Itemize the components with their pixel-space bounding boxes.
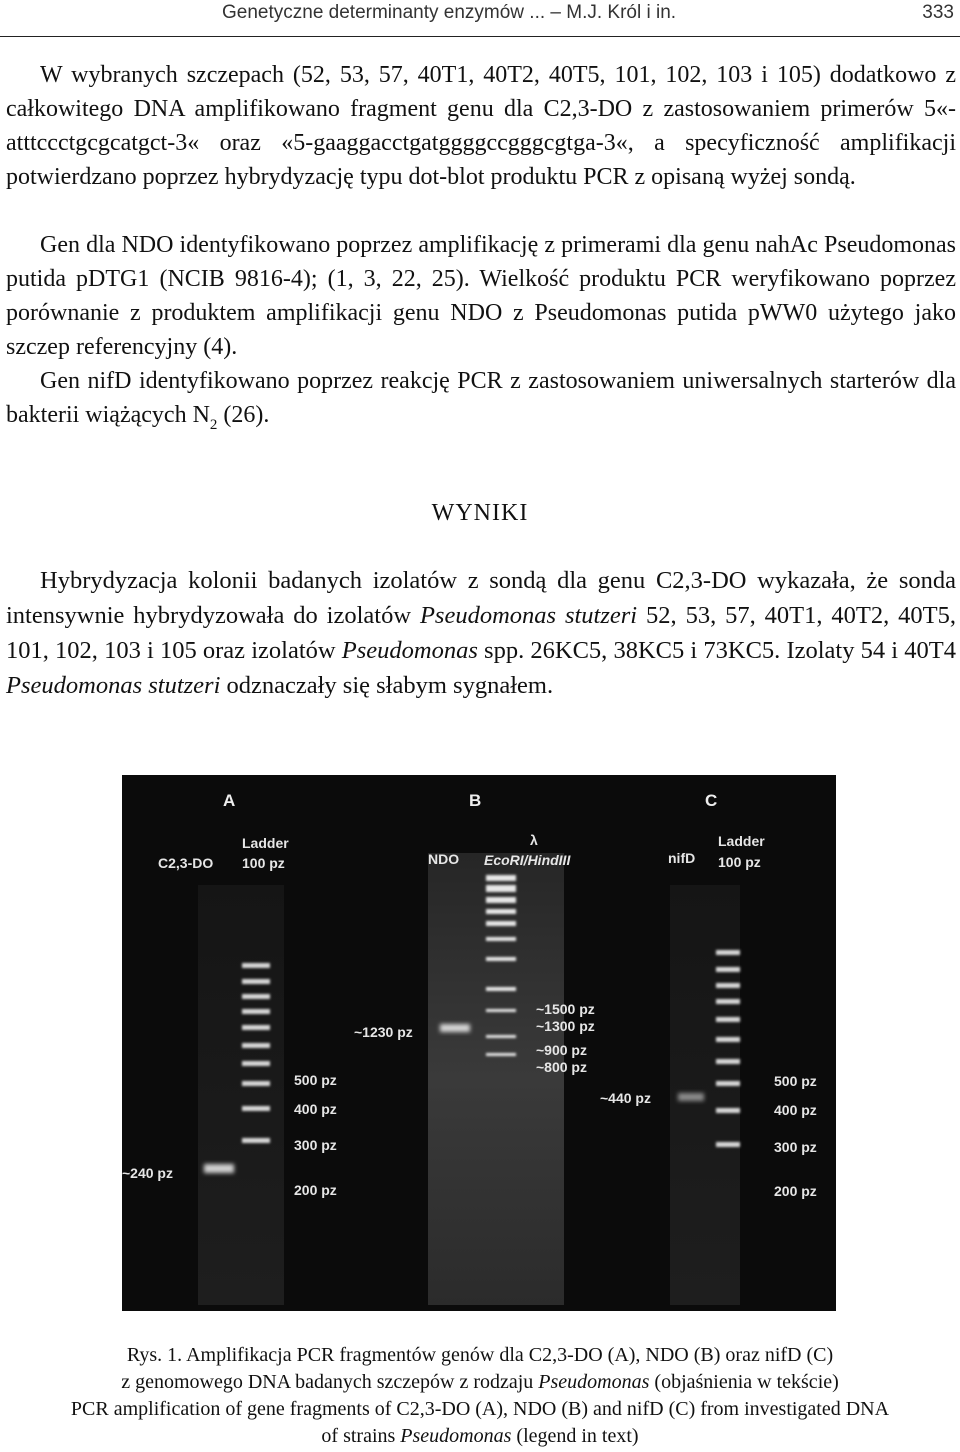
lane-label-c23do: C2,3-DO xyxy=(158,855,214,871)
text-run: (26). xyxy=(217,402,270,428)
methods-paragraph-1 xyxy=(6,58,956,194)
gel-panel-a xyxy=(198,885,284,1305)
text-run: W wybranych szczepach (52, 53, 57, 40T1, 40T2, 40T5, 101, 102, 103 i 105) dodatkowo z całkowitego DNA amplifikowano fragment genu dla C2,3-DO z zastosowaniem primerów 5«-atttccctgcgcatgct-3« oraz «5-gaaggacctgatggggccgggcgtga-3«, a specyficzność amplifikacji potwierdzano poprzez hybrydyzację typu dot-blot produktu PCR z opisaną wyżej sondą. xyxy=(6,62,956,190)
text-run: Gen nifD identyfikowano poprzez reakcję PCR z zastosowaniem uniwersalnych starterów dla bakterii wiążących N xyxy=(6,368,956,428)
size-label-b-900: ~900 pz xyxy=(536,1042,587,1058)
results-paragraph-1 xyxy=(6,563,956,703)
species-name: Pseudomonas xyxy=(400,1425,512,1447)
size-label-a-400: 400 pz xyxy=(294,1101,337,1117)
text-run: spp. 26KC5, 38KC5 i 73KC5. Izolaty 54 i 40T4 xyxy=(477,637,956,664)
methods-paragraph-3 xyxy=(6,364,956,435)
gel-electrophoresis-figure xyxy=(122,775,836,1311)
product-band-b xyxy=(440,1024,470,1032)
caption-line: PCR amplification of gene fragments of C2,3-DO (A), NDO (B) and nifD (C) from investigated DNA xyxy=(70,1398,890,1420)
size-label-c-product: ~440 pz xyxy=(600,1090,651,1106)
figure-caption-polish xyxy=(0,1342,960,1396)
species-name: Pseudomonas xyxy=(538,1371,650,1393)
caption-line: of strains xyxy=(321,1425,401,1447)
text-run: 52, 53, 57, 40T1, 40T2, 40T5, 101, 102, 103 i 105 oraz izolatów xyxy=(6,602,957,664)
lane-label-nifd: nifD xyxy=(668,850,696,866)
lane-label-lambda-enzymes: EcoRI/HindIII xyxy=(484,852,571,868)
running-title: Genetyczne determinanty enzymów ... – M.J. Król i in. xyxy=(222,2,677,23)
page-number: 333 xyxy=(922,2,954,23)
lane-label-ladder-c: Ladder xyxy=(718,833,765,849)
size-label-b-product: ~1230 pz xyxy=(354,1024,413,1040)
size-label-a-300: 300 pz xyxy=(294,1137,337,1153)
caption-line: (objaśnienia w tekście) xyxy=(649,1371,839,1393)
caption-line: z genomowego DNA badanych szczepów z rodzaju xyxy=(121,1371,539,1393)
lane-label-ladder-a-size: 100 pz xyxy=(242,855,285,871)
figure-caption-english xyxy=(0,1396,960,1450)
size-label-b-1500: ~1500 pz xyxy=(536,1001,595,1017)
text-run: odznaczały się słabym sygnałem. xyxy=(220,672,554,699)
size-label-c-400: 400 pz xyxy=(774,1102,817,1118)
gel-panel-b xyxy=(428,853,564,1305)
section-heading-results: WYNIKI xyxy=(431,500,529,526)
size-label-a-500: 500 pz xyxy=(294,1072,337,1088)
text-run: Gen dla NDO identyfikowano poprzez amplifikację z primerami dla genu nahAc Pseudomonas putida pDTG1 (NCIB 9816-4); (1, 3, 22, 25). Wielkość produktu PCR weryfikowano poprzez porównanie z produktem amplifikacji genu NDO z Pseudomonas putida pWW0 użytego jako szczep referencyjny (4). xyxy=(6,232,956,360)
size-label-c-300: 300 pz xyxy=(774,1139,817,1155)
panel-label-c: C xyxy=(705,791,718,810)
caption-line: (legend in text) xyxy=(511,1425,639,1447)
text-run: Hybrydyzacja kolonii badanych izolatów z sondą dla genu C2,3-DO wykazała, że sonda intensywnie hybrydyzowała do izolatów xyxy=(6,567,956,629)
size-label-b-1300: ~1300 pz xyxy=(536,1018,595,1034)
methods-paragraph-2 xyxy=(6,228,956,364)
size-label-b-800: ~800 pz xyxy=(536,1059,587,1075)
lane-label-ladder-a: Ladder xyxy=(242,835,289,851)
lane-label-lambda: λ xyxy=(530,832,538,848)
size-label-c-200: 200 pz xyxy=(774,1183,817,1199)
panel-label-a: A xyxy=(223,791,236,810)
lane-label-ladder-c-size: 100 pz xyxy=(718,854,761,870)
page-header xyxy=(0,0,960,37)
product-band-c xyxy=(678,1093,704,1101)
caption-line: Rys. 1. Amplifikacja PCR fragmentów genów dla C2,3-DO (A), NDO (B) oraz nifD (C) xyxy=(126,1344,834,1366)
size-label-c-500: 500 pz xyxy=(774,1073,817,1089)
panel-label-b: B xyxy=(469,791,482,810)
lane-label-ndo: NDO xyxy=(428,851,460,867)
product-band-a xyxy=(204,1164,234,1173)
species-name: Pseudomonas stutzeri xyxy=(6,672,221,699)
size-label-a-product: ~240 pz xyxy=(122,1165,173,1181)
gel-image xyxy=(122,775,836,1311)
size-label-a-200: 200 pz xyxy=(294,1182,337,1198)
species-name: Pseudomonas xyxy=(341,637,478,664)
species-name: Pseudomonas stutzeri xyxy=(419,602,638,629)
subscript: 2 xyxy=(209,417,218,433)
